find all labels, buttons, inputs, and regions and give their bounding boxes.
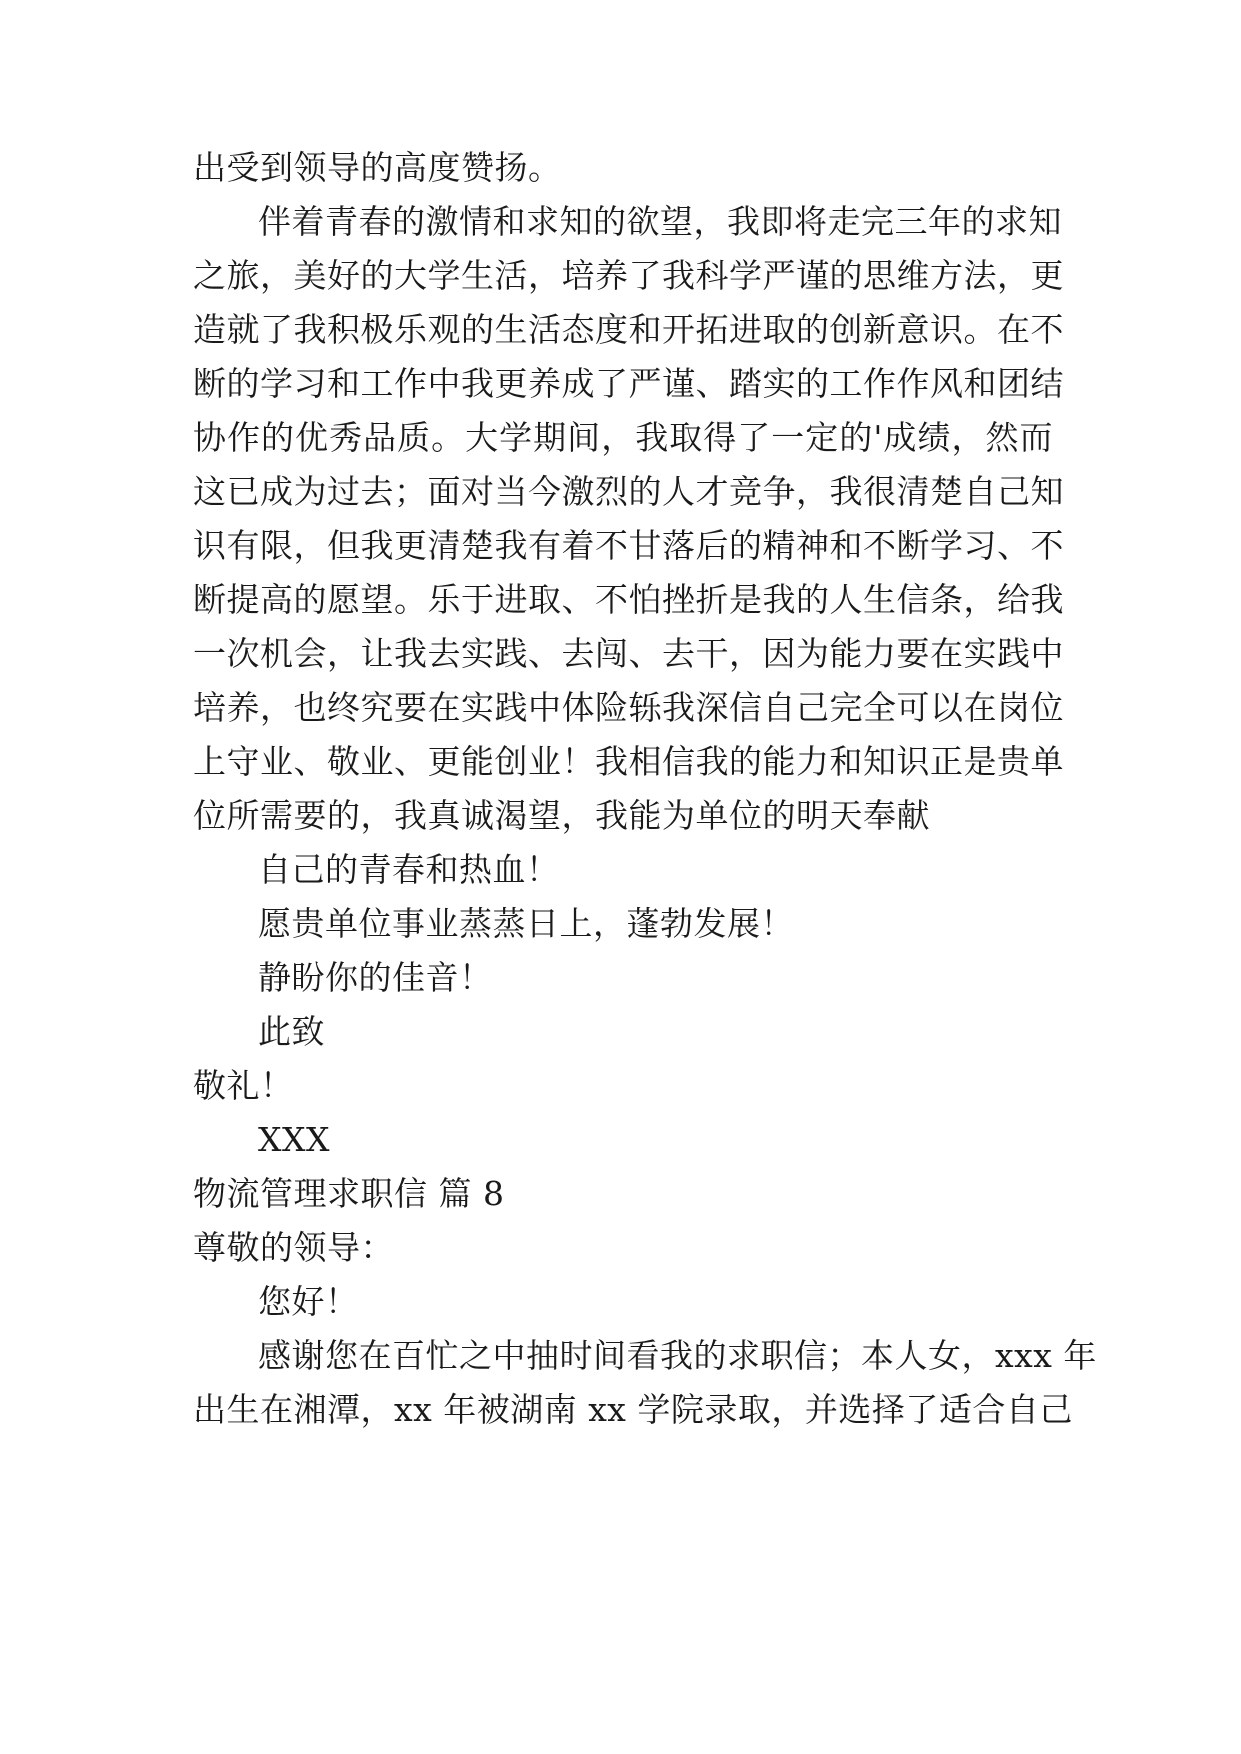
greeting-line: 您好！ xyxy=(258,1282,359,1321)
signature-line: XXX xyxy=(258,1120,330,1159)
paragraph-line: 位所需要的，我真诚渴望，我能为单位的明天奉献 xyxy=(193,796,930,835)
paragraph-line: 一次机会，让我去实践、去闯、去干，因为能力要在实践中 xyxy=(193,634,1064,673)
paragraph-line: 识有限，但我更清楚我有着不甘落后的精神和不断学习、不 xyxy=(193,526,1064,565)
section-heading: 物流管理求职信 篇 8 xyxy=(193,1174,505,1213)
closing-line: 自己的青春和热血！ xyxy=(258,850,560,889)
paragraph-line: 这已成为过去；面对当今激烈的人才竞争，我很清楚自己知 xyxy=(193,472,1064,511)
paragraph-line: 培养，也终究要在实践中体险轹我深信自己完全可以在岗位 xyxy=(193,688,1064,727)
paragraph-line: 出生在湘潭，xx 年被湖南 xx 学院录取，并选择了适合自己 xyxy=(193,1390,1073,1429)
salutation-line: 敬礼！ xyxy=(193,1066,294,1105)
greeting-line: 尊敬的领导： xyxy=(193,1228,394,1267)
paragraph-line: 协作的优秀品质。大学期间，我取得了一定的'成绩，然而 xyxy=(193,418,1053,457)
paragraph-line: 出受到领导的高度赞扬。 xyxy=(193,148,562,187)
paragraph-line: 之旅，美好的大学生活，培养了我科学严谨的思维方法，更 xyxy=(193,256,1064,295)
paragraph-line: 断提高的愿望。乐于进取、不怕挫折是我的人生信条，给我 xyxy=(193,580,1064,619)
paragraph-line: 感谢您在百忙之中抽时间看我的求职信；本人女，xxx 年 xyxy=(258,1336,1097,1375)
closing-line: 静盼你的佳音！ xyxy=(258,958,493,997)
paragraph-line: 断的学习和工作中我更养成了严谨、踏实的工作作风和团结 xyxy=(193,364,1064,403)
salutation-line: 此致 xyxy=(258,1012,325,1051)
paragraph-line: 上守业、敬业、更能创业！我相信我的能力和知识正是贵单 xyxy=(193,742,1064,781)
paragraph-line: 造就了我积极乐观的生活态度和开拓进取的创新意识。在不 xyxy=(193,310,1064,349)
closing-line: 愿贵单位事业蒸蒸日上，蓬勃发展！ xyxy=(258,904,794,943)
paragraph-line: 伴着青春的激情和求知的欲望，我即将走完三年的求知 xyxy=(258,202,1062,241)
